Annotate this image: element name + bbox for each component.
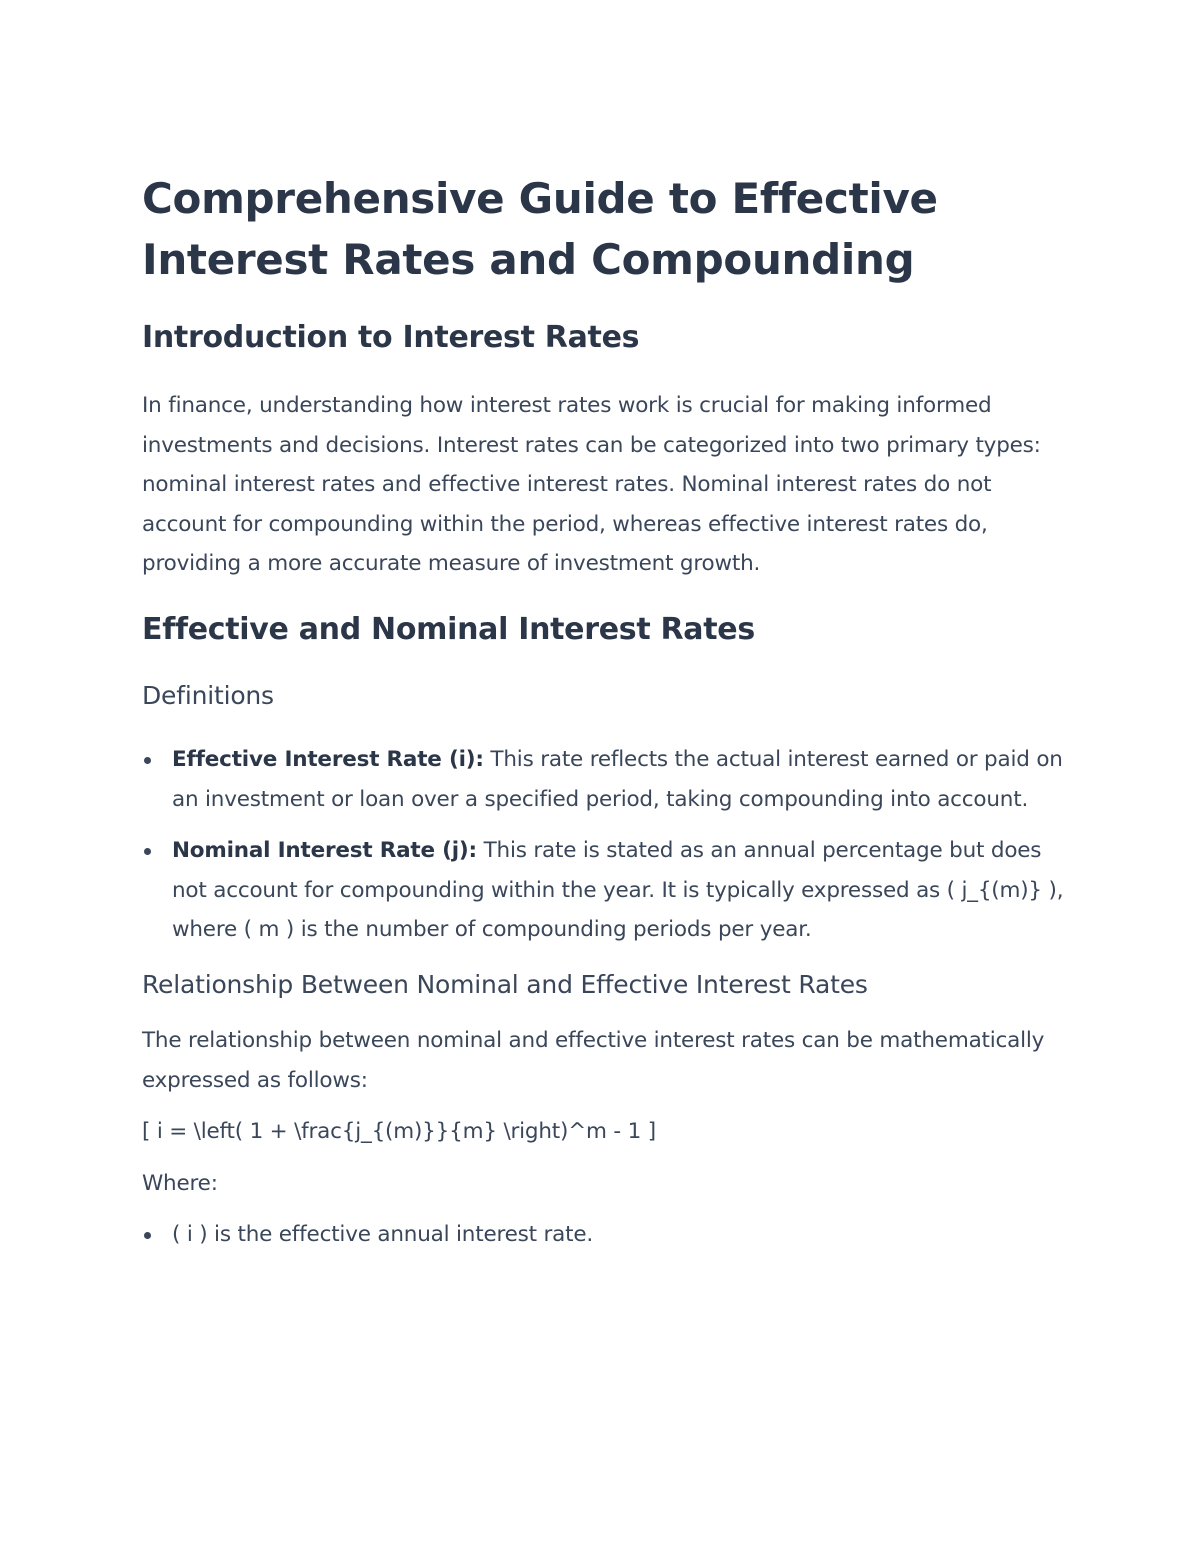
intro-heading: Introduction to Interest Rates	[142, 320, 640, 355]
definition-text: This rate is stated as an annual percentage but does not account for compounding within the year. It is typically expressed as ( j_{(m)} ), where ( m ) is the number of compounding periods per year.	[172, 838, 1064, 943]
relationship-paragraph: The relationship between nominal and effective interest rates can be mathematically expressed as follows:	[142, 1027, 1045, 1093]
intro-paragraph: In finance, understanding how interest rates work is crucial for making informed investments and decisions. Interest rates can be categorized into two primary types: nominal interest rates and effective interest rates. Nominal interest rates do not account for compounding within the period, whereas effective interest rates do, providing a more accurate measure of investment growth.	[142, 393, 1041, 577]
definitions-list	[142, 740, 1072, 950]
relationship-heading: Relationship Between Nominal and Effective Interest Rates	[142, 969, 868, 999]
definition-term: Nominal Interest Rate (j):	[172, 838, 477, 864]
definitions-heading: Definitions	[142, 680, 274, 710]
where-list	[142, 1215, 1072, 1255]
where-item: ( i ) is the effective annual interest rate.	[142, 1215, 1072, 1255]
definition-item-nominal	[142, 831, 1072, 950]
definition-item-effective	[142, 740, 1072, 819]
rates-section-heading: Effective and Nominal Interest Rates	[142, 611, 755, 647]
definition-term: Effective Interest Rate (i):	[172, 746, 484, 772]
document-page	[142, 168, 1072, 1255]
where-label: Where:	[142, 1170, 218, 1196]
definition-text: This rate reflects the actual interest earned or paid on an investment or loan over a specified period, taking compounding into account.	[172, 746, 1063, 812]
document-title: Comprehensive Guide to Effective Interest Rates and Compounding	[142, 174, 938, 284]
formula-text: [ i = \left( 1 + \frac{j_{(m)}}{m} \right)^m - 1 ]	[142, 1119, 656, 1145]
